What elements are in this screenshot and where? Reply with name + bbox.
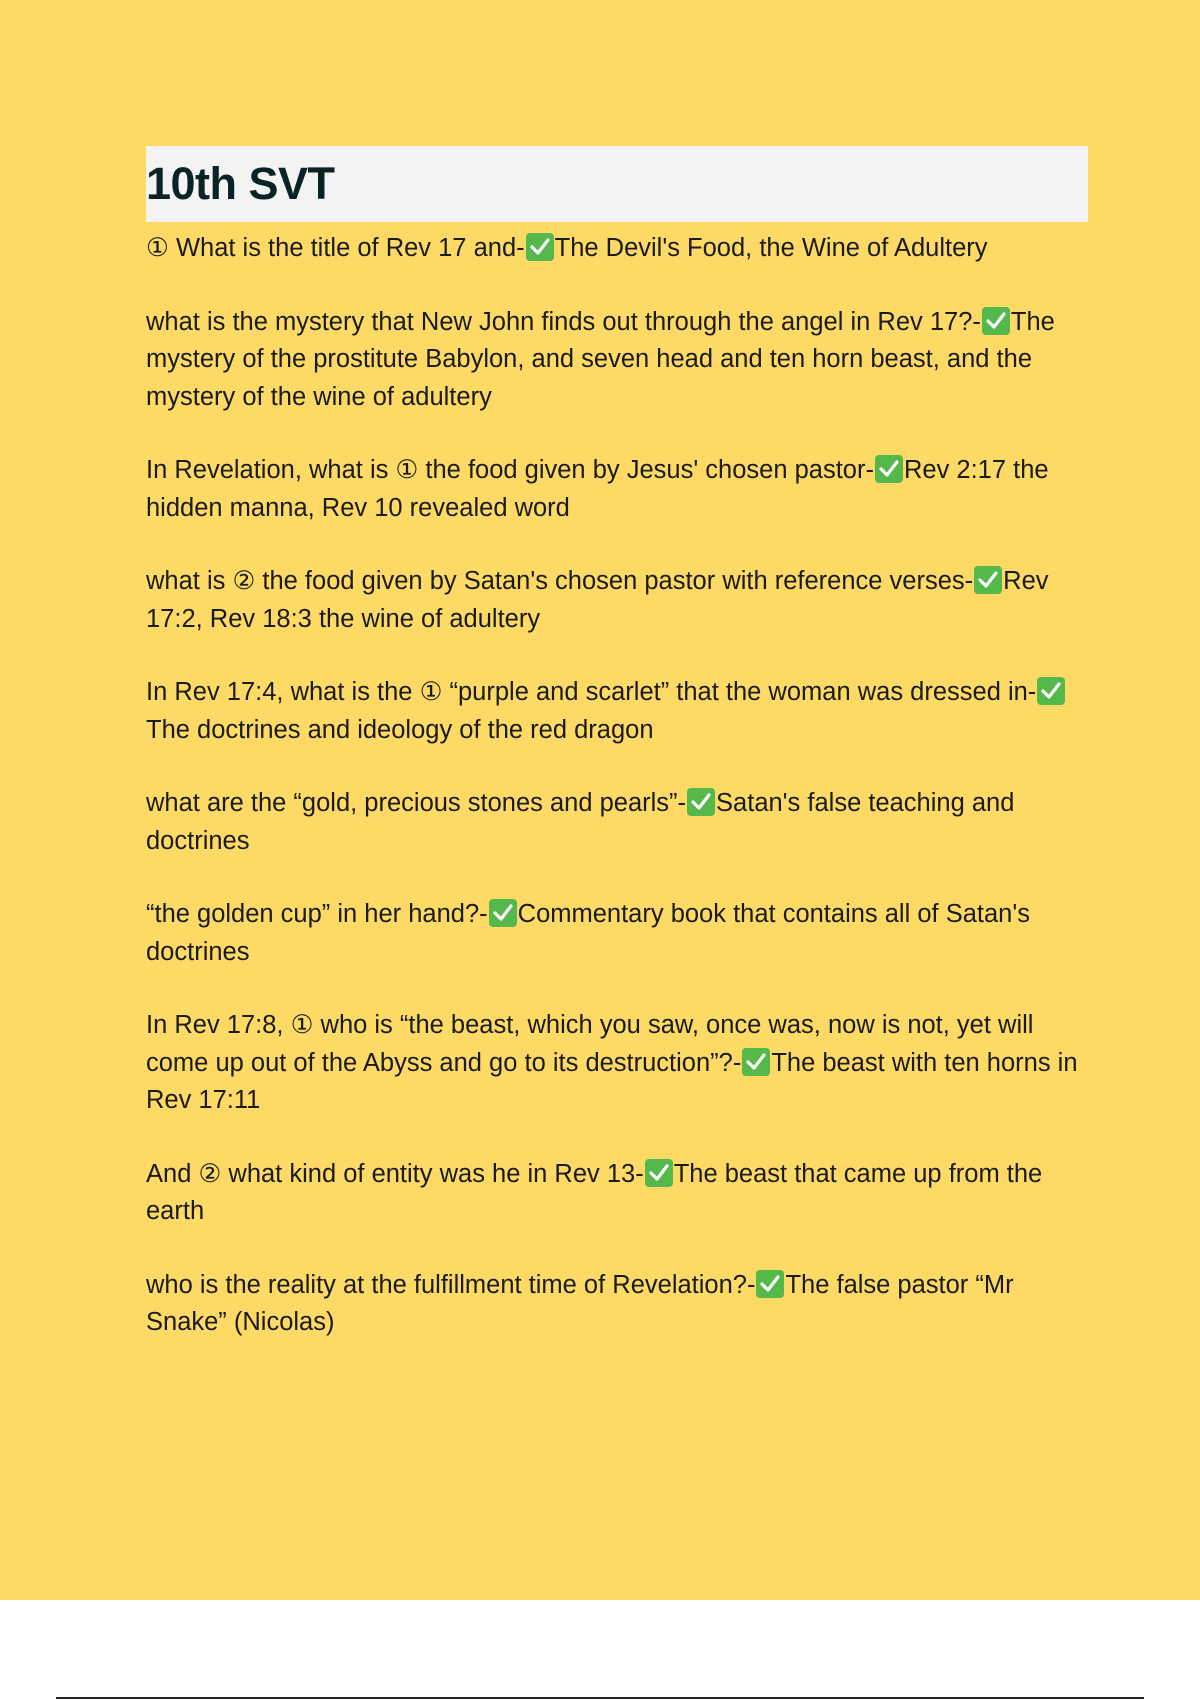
check-mark-icon [1037, 677, 1065, 705]
answer-text: The false pastor “Mr Snake” (Nicolas) [146, 1270, 1014, 1336]
qa-item-5 [146, 674, 1088, 749]
qa-item-10 [146, 1267, 1088, 1342]
question-text: In Rev 17:4, what is the ① “purple and scarlet” that the woman was dressed in- [146, 678, 1037, 706]
answer-text: The Devil's Food, the Wine of Adultery [554, 234, 988, 262]
qa-item-2 [146, 304, 1088, 417]
answer-text: Commentary book that contains all of Satan's doctrines [146, 900, 1030, 966]
check-mark-icon [875, 455, 903, 483]
document-content [146, 146, 1088, 1378]
question-text: ① What is the title of Rev 17 and- [146, 234, 525, 262]
qa-item-1 [146, 230, 1088, 268]
question-text: In Revelation, what is ① the food given by Jesus' chosen pastor- [146, 456, 874, 484]
qa-item-4 [146, 563, 1088, 638]
answer-text: Rev 2:17 the hidden manna, Rev 10 revealed word [146, 456, 1049, 522]
check-mark-icon [756, 1270, 784, 1298]
qa-item-3 [146, 452, 1088, 527]
qa-list [146, 230, 1088, 1342]
title-band [146, 146, 1088, 222]
check-mark-icon [645, 1159, 673, 1187]
qa-item-6 [146, 785, 1088, 860]
qa-item-7 [146, 896, 1088, 971]
qa-item-8 [146, 1007, 1088, 1120]
question-text: what are the “gold, precious stones and pearls”- [146, 789, 687, 817]
question-text: And ② what kind of entity was he in Rev 13- [146, 1159, 644, 1188]
answer-text: Rev 17:2, Rev 18:3 the wine of adultery [146, 567, 1049, 633]
check-mark-icon [982, 307, 1010, 335]
answer-text: The doctrines and ideology of the red dragon [146, 715, 654, 744]
footer-divider [56, 1697, 1144, 1699]
check-mark-icon [974, 566, 1002, 594]
question-text: In Rev 17:8, ① who is “the beast, which you saw, once was, now is not, yet will come up out of the Abyss and go to its destruction”?- [146, 1011, 1034, 1077]
document-title: 10th SVT [146, 158, 335, 209]
answer-text: The beast with ten horns in Rev 17:11 [146, 1048, 1078, 1114]
check-mark-icon [742, 1048, 770, 1076]
qa-item-9 [146, 1156, 1088, 1231]
check-mark-icon [526, 233, 554, 261]
question-text: who is the reality at the fulfillment time of Revelation?- [146, 1270, 756, 1299]
check-mark-icon [489, 899, 517, 927]
answer-text: The beast that came up from the earth [146, 1159, 1043, 1225]
question-text: what is ② the food given by Satan's chosen pastor with reference verses- [146, 567, 974, 595]
question-text: what is the mystery that New John finds out through the angel in Rev 17?- [146, 307, 981, 336]
answer-text: Satan's false teaching and doctrines [146, 789, 1015, 855]
question-text: “the golden cup” in her hand?- [146, 900, 488, 928]
answer-text: The mystery of the prostitute Babylon, and seven head and ten horn beast, and the mystery of the wine of adultery [146, 307, 1055, 411]
check-mark-icon [687, 788, 715, 816]
